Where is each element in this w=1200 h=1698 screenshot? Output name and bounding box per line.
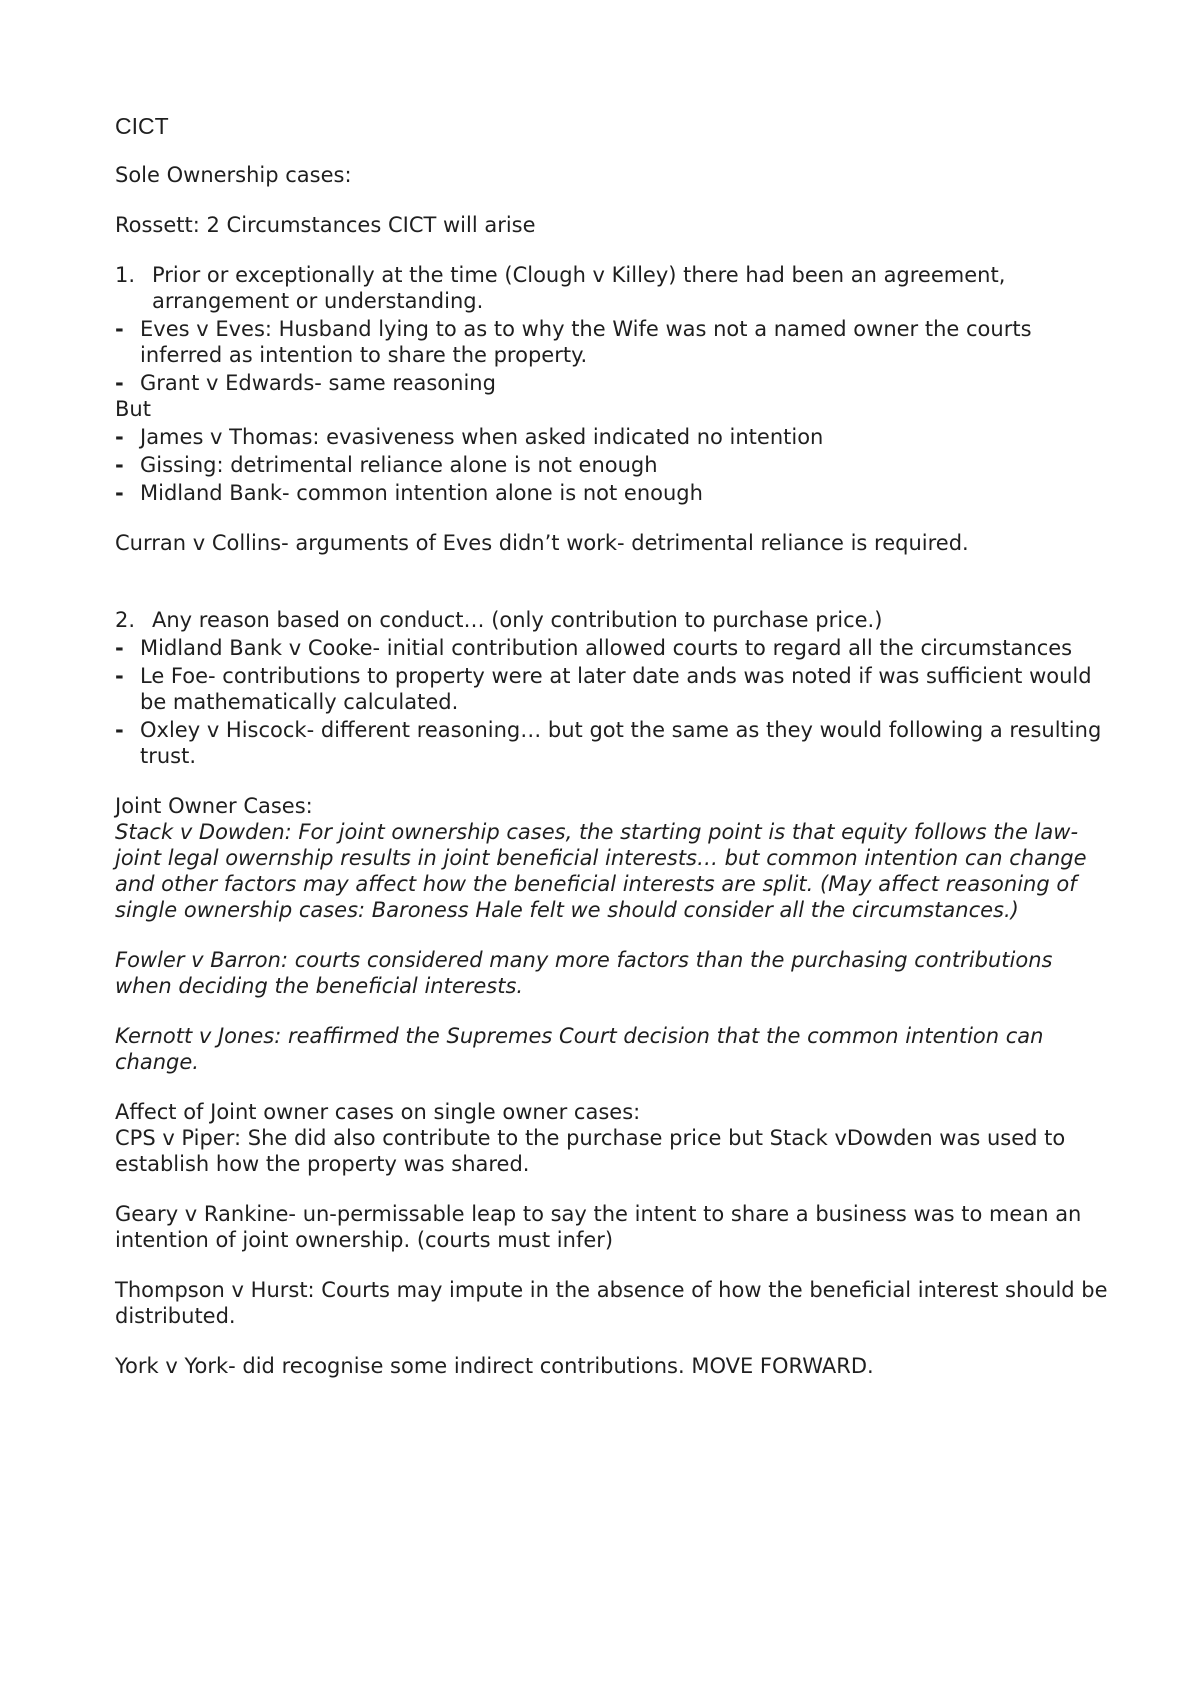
list-item <box>115 452 1115 478</box>
bullet-dash: - <box>115 371 124 395</box>
bullet-dash: - <box>115 664 124 688</box>
item-text: Prior or exceptionally at the time (Clough v Killey) there had been an agreement, arrangement or understanding. <box>152 263 1006 313</box>
stack-paragraph: Stack v Dowden: For joint ownership cases, the starting point is that equity follows the law-joint legal owernship results in joint beneficial interests… but common intention can change and other factors may affect how the beneficial interests are split. (May affect reasoning of single ownership cases: Baroness Hale felt we should consider all the circumstances.) <box>115 820 1087 922</box>
list-item <box>115 717 1115 769</box>
list-item <box>115 635 1115 661</box>
list-item-text: Oxley v Hiscock- different reasoning… but got the same as they would following a resulting trust. <box>140 718 1102 768</box>
numbered-item-2 <box>115 607 1115 633</box>
list-item-text: Grant v Edwards- same reasoning <box>140 371 496 395</box>
affect-heading: Affect of Joint owner cases on single owner cases: <box>115 1100 641 1124</box>
list-item-text: Gissing: detrimental reliance alone is not enough <box>140 453 658 477</box>
bullet-dash: - <box>115 425 124 449</box>
numbered-item-1 <box>115 262 1115 314</box>
list-item <box>115 316 1115 368</box>
item-number: 2. <box>115 608 136 632</box>
list-item-text: Midland Bank v Cooke- initial contribution allowed courts to regard all the circumstances <box>140 636 1073 660</box>
sole-ownership-heading: Sole Ownership cases: <box>115 163 352 187</box>
thompson-paragraph: Thompson v Hurst: Courts may impute in the absence of how the beneficial interest should be distributed. <box>115 1278 1108 1328</box>
bullet-dash: - <box>115 317 124 341</box>
list-item-text: Eves v Eves: Husband lying to as to why the Wife was not a named owner the courts inferred as intention to share the property. <box>140 317 1032 367</box>
fowler-paragraph: Fowler v Barron: courts considered many more factors than the purchasing contributions when deciding the beneficial interests. <box>115 948 1053 998</box>
list-item-text: James v Thomas: evasiveness when asked indicated no intention <box>140 425 824 449</box>
list-item <box>115 424 1115 450</box>
bullet-dash: - <box>115 453 124 477</box>
geary-paragraph: Geary v Rankine- un-permissable leap to say the intent to share a business was to mean an intention of joint ownership. (courts must infer) <box>115 1202 1082 1252</box>
joint-owner-heading: Joint Owner Cases: <box>115 794 313 818</box>
list-item <box>115 480 1115 506</box>
list-item <box>115 663 1115 715</box>
york-paragraph: York v York- did recognise some indirect contributions. MOVE FORWARD. <box>115 1354 874 1378</box>
list-item-text: Midland Bank- common intention alone is not enough <box>140 481 703 505</box>
list-item <box>115 370 1115 396</box>
list-item-text: Le Foe- contributions to property were at later date ands was noted if was sufficient would be mathematically calculated. <box>140 664 1092 714</box>
cps-paragraph: CPS v Piper: She did also contribute to the purchase price but Stack vDowden was used to establish how the property was shared. <box>115 1126 1066 1176</box>
but-label: But <box>115 397 151 421</box>
item-number: 1. <box>115 263 136 287</box>
document-page <box>115 112 1115 1379</box>
item-text: Any reason based on conduct… (only contribution to purchase price.) <box>152 608 883 632</box>
bullet-dash: - <box>115 636 124 660</box>
bullet-dash: - <box>115 718 124 742</box>
bullet-dash: - <box>115 481 124 505</box>
kernott-paragraph: Kernott v Jones: reaffirmed the Supremes Court decision that the common intention can change. <box>115 1024 1044 1074</box>
document-title: CICT <box>115 113 169 139</box>
rossett-paragraph: Rossett: 2 Circumstances CICT will arise <box>115 213 536 237</box>
curran-paragraph: Curran v Collins- arguments of Eves didn’t work- detrimental reliance is required. <box>115 531 969 555</box>
